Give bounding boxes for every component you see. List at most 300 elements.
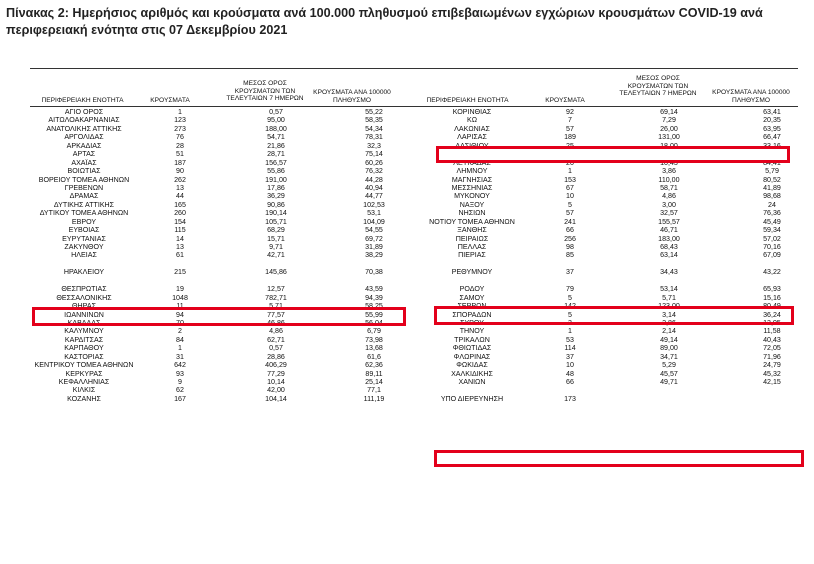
table-row bbox=[30, 294, 418, 302]
avg7-cell: 68,43 bbox=[660, 243, 678, 251]
region-cell: ΛΑΚΩΝΙΑΣ bbox=[454, 124, 490, 133]
region-cell: ΑΙΤΩΛΟΑΚΑΡΝΑΝΙΑΣ bbox=[48, 116, 120, 125]
cases-cell: 66 bbox=[566, 378, 574, 386]
avg7-cell: 2,86 bbox=[662, 318, 676, 327]
table-row bbox=[418, 218, 814, 226]
cases-cell: 2 bbox=[178, 327, 182, 336]
avg7-cell: 10,43 bbox=[660, 158, 678, 167]
avg7-cell: 49,71 bbox=[660, 378, 678, 386]
avg7-cell: 17,86 bbox=[267, 183, 285, 192]
highlight-box-lasithiou bbox=[436, 146, 790, 163]
cases-cell bbox=[526, 260, 614, 268]
table-row bbox=[418, 361, 814, 369]
table-row bbox=[30, 159, 418, 167]
cases-cell: 53 bbox=[566, 335, 574, 344]
table-row bbox=[30, 386, 418, 394]
region-cell: ΑΡΓΟΛΙΔΑΣ bbox=[64, 133, 104, 142]
cases-cell: 256 bbox=[564, 234, 576, 243]
table-row bbox=[30, 378, 418, 386]
cases-cell: 25 bbox=[566, 141, 574, 150]
avg7-cell: 183,00 bbox=[658, 234, 680, 243]
region-cell: ΑΡΤΑΣ bbox=[72, 150, 96, 159]
table-row bbox=[418, 167, 814, 175]
avg7-cell bbox=[222, 260, 330, 268]
table-row bbox=[30, 353, 418, 361]
region-cell: ΚΕΡΚΥΡΑΣ bbox=[65, 369, 103, 378]
region-cell: ΚΑΡΠΑΘΟΥ bbox=[64, 344, 104, 353]
avg7-cell bbox=[614, 260, 724, 268]
table-row bbox=[418, 336, 814, 344]
cases-cell: 154 bbox=[174, 217, 186, 226]
table-row bbox=[30, 209, 418, 217]
avg7-cell: 77,57 bbox=[267, 310, 285, 319]
region-cell: ΖΑΚΥΝΘΟΥ bbox=[64, 243, 104, 251]
region-cell: ΕΥΡΥΤΑΝΙΑΣ bbox=[62, 234, 106, 243]
per100k-cell: 11,58 bbox=[763, 327, 781, 336]
region-cell: ΛΑΡΙΣΑΣ bbox=[457, 133, 487, 142]
table-row bbox=[418, 386, 814, 394]
per100k-cell: 76,32 bbox=[365, 167, 383, 176]
cases-cell: 5 bbox=[568, 293, 572, 302]
table-row bbox=[30, 235, 418, 243]
region-cell: ΚΙΛΚΙΣ bbox=[72, 386, 96, 395]
region-cell: ΒΟΙΩΤΙΑΣ bbox=[67, 167, 101, 176]
table-row bbox=[30, 370, 418, 378]
avg7-cell: 77,29 bbox=[267, 369, 285, 378]
avg7-cell bbox=[222, 277, 330, 285]
per100k-cell: 60,26 bbox=[365, 158, 383, 167]
avg7-cell: 10,14 bbox=[267, 378, 285, 386]
region-cell: ΚΟΡΙΝΘΙΑΣ bbox=[452, 108, 492, 116]
table-row bbox=[418, 285, 814, 293]
per100k-cell: 80,49 bbox=[763, 302, 781, 311]
cases-cell: 5 bbox=[568, 310, 572, 319]
cases-cell: 70 bbox=[176, 318, 184, 327]
cases-cell: 10 bbox=[566, 361, 574, 370]
per100k-cell: 65,93 bbox=[763, 285, 781, 294]
region-cell: ΤΗΝΟΥ bbox=[459, 327, 485, 336]
table-row bbox=[30, 176, 418, 184]
per100k-cell: 58,25 bbox=[365, 302, 383, 311]
table-row bbox=[418, 125, 814, 133]
table-row bbox=[418, 268, 814, 276]
avg7-cell: 145,86 bbox=[265, 268, 287, 277]
cases-cell: 11 bbox=[176, 302, 184, 311]
region-cell: ΑΝΑΤΟΛΙΚΗΣ ΑΤΤΙΚΗΣ bbox=[46, 124, 122, 133]
per100k-cell: 43,22 bbox=[763, 268, 781, 277]
per100k-cell: 55,99 bbox=[365, 310, 383, 319]
table-row bbox=[418, 184, 814, 192]
cases-cell: 215 bbox=[174, 268, 186, 277]
cases-cell bbox=[138, 277, 222, 285]
region-cell: ΑΧΑΪΑΣ bbox=[71, 158, 97, 167]
table-row bbox=[30, 167, 418, 175]
avg7-cell: 105,71 bbox=[265, 217, 287, 226]
cases-cell: 1 bbox=[178, 344, 182, 353]
avg7-cell: 2,14 bbox=[662, 327, 676, 336]
per100k-cell: 45,32 bbox=[763, 369, 781, 378]
cases-cell: 57 bbox=[566, 124, 574, 133]
region-cell: ΘΗΡΑΣ bbox=[72, 302, 96, 311]
region-cell: ΧΑΛΚΙΔΙΚΗΣ bbox=[451, 369, 493, 378]
avg7-cell: 782,71 bbox=[265, 293, 287, 302]
avg7-cell: 3,00 bbox=[662, 200, 676, 209]
table-row bbox=[418, 378, 814, 386]
table-row bbox=[30, 125, 418, 133]
region-cell: ΤΡΙΚΑΛΩΝ bbox=[454, 335, 490, 344]
table-row bbox=[418, 370, 814, 378]
avg7-cell: 26,00 bbox=[660, 124, 678, 133]
per100k-cell: 41,89 bbox=[763, 183, 781, 192]
cases-cell: 5 bbox=[568, 200, 572, 209]
right-header-avg7: ΜΕΣΟΣ ΟΡΟΣ ΚΡΟΥΣΜΑΤΩΝ ΤΩΝ ΤΕΛΕΥΤΑΙΩΝ 7 ΗΜΕΡΩΝ bbox=[619, 75, 697, 98]
cases-cell: 114 bbox=[564, 344, 576, 353]
avg7-cell bbox=[614, 395, 724, 403]
cases-cell bbox=[526, 277, 614, 285]
per100k-cell: 72,05 bbox=[763, 344, 781, 353]
table-row bbox=[418, 108, 814, 116]
avg7-cell: 69,14 bbox=[660, 108, 678, 116]
region-cell: ΔΥΤΙΚΟΥ ΤΟΜΕΑ ΑΘΗΝΩΝ bbox=[39, 209, 129, 218]
avg7-cell: 28,86 bbox=[267, 352, 285, 361]
right-header-per100k: ΚΡΟΥΣΜΑΤΑ ΑΝΑ 100000 ΠΛΗΘΥΣΜΟ bbox=[712, 89, 790, 104]
per100k-cell: 69,72 bbox=[365, 234, 383, 243]
per100k-cell: 15,16 bbox=[763, 293, 781, 302]
per100k-cell: 6,79 bbox=[367, 327, 381, 336]
per100k-cell: 36,24 bbox=[763, 310, 781, 319]
table-row bbox=[30, 192, 418, 200]
avg7-cell: 155,57 bbox=[658, 217, 680, 226]
cases-cell: 20 bbox=[566, 158, 574, 167]
table-row bbox=[418, 116, 814, 124]
table-title: Πίνακας 2: Ημερήσιος αριθμός και κρούσματα ανά 100.000 πληθυσμού επιβεβαιωμένων εγχώριων κρουσμάτων COVID-19 ανά περιφερειακή ενότητα στις 07 Δεκεμβρίου 2021 bbox=[6, 6, 763, 37]
cases-cell: 7 bbox=[568, 116, 572, 125]
avg7-cell: 68,29 bbox=[267, 226, 285, 235]
avg7-cell: 89,00 bbox=[660, 344, 678, 353]
avg7-cell: 156,57 bbox=[265, 158, 287, 167]
top-rule bbox=[30, 68, 798, 69]
avg7-cell: 104,14 bbox=[265, 394, 287, 403]
per100k-cell: 59,34 bbox=[763, 226, 781, 235]
avg7-cell: 58,71 bbox=[660, 183, 678, 192]
per100k-cell: 70,38 bbox=[365, 268, 383, 277]
cases-cell: 1 bbox=[568, 167, 572, 176]
cases-cell: 260 bbox=[174, 209, 186, 218]
region-cell: ΠΕΙΡΑΙΩΣ bbox=[455, 234, 489, 243]
avg7-cell: 42,71 bbox=[267, 251, 285, 260]
table-row bbox=[30, 142, 418, 150]
region-cell: ΘΕΣΣΑΛΟΝΙΚΗΣ bbox=[56, 293, 112, 302]
per100k-cell bbox=[724, 260, 814, 268]
per100k-cell: 80,52 bbox=[763, 175, 781, 184]
cases-cell: 167 bbox=[174, 394, 186, 403]
per100k-cell: 71,96 bbox=[763, 352, 781, 361]
table-row bbox=[30, 361, 418, 369]
avg7-cell: 3,86 bbox=[662, 167, 676, 176]
region-cell bbox=[30, 277, 138, 285]
avg7-cell: 34,71 bbox=[660, 352, 678, 361]
highlight-box-rethymnou bbox=[434, 306, 794, 325]
table-row bbox=[30, 277, 418, 285]
cases-cell: 62 bbox=[176, 386, 184, 395]
region-cell: ΥΠΟ ΔΙΕΡΕΥΝΗΣΗ bbox=[440, 394, 504, 403]
cases-cell: 165 bbox=[174, 200, 186, 209]
table-row bbox=[30, 226, 418, 234]
cases-cell: 85 bbox=[566, 251, 574, 260]
cases-cell: 98 bbox=[566, 243, 574, 251]
table-row bbox=[30, 268, 418, 276]
per100k-cell: 45,49 bbox=[763, 217, 781, 226]
per100k-cell: 84,41 bbox=[763, 158, 781, 167]
table-row bbox=[418, 277, 814, 285]
per100k-cell: 76,36 bbox=[763, 209, 781, 218]
avg7-cell bbox=[614, 386, 724, 394]
region-cell: ΝΑΞΟΥ bbox=[459, 200, 485, 209]
region-cell: ΞΑΝΘΗΣ bbox=[457, 226, 487, 235]
avg7-cell: 62,71 bbox=[267, 335, 285, 344]
table-row bbox=[30, 218, 418, 226]
table-row bbox=[418, 353, 814, 361]
per100k-cell: 13,68 bbox=[365, 344, 383, 353]
avg7-cell: 54,71 bbox=[267, 133, 285, 142]
cases-cell: 13 bbox=[176, 243, 184, 251]
avg7-cell: 123,00 bbox=[658, 302, 680, 311]
per100k-cell: 63,95 bbox=[763, 124, 781, 133]
avg7-cell: 90,86 bbox=[267, 200, 285, 209]
region-cell: ΝΟΤΙΟΥ ΤΟΜΕΑ ΑΘΗΝΩΝ bbox=[429, 217, 515, 226]
region-cell: ΡΕΘΥΜΝΟΥ bbox=[451, 268, 493, 277]
per100k-cell: 13,95 bbox=[763, 318, 781, 327]
cases-cell: 9 bbox=[178, 378, 182, 386]
region-cell: ΛΕΥΚΑΔΑΣ bbox=[453, 158, 491, 167]
table-row bbox=[30, 133, 418, 141]
cases-cell: 13 bbox=[176, 183, 184, 192]
table-row bbox=[30, 150, 418, 158]
cases-cell: 3 bbox=[568, 318, 572, 327]
per100k-cell: 56,04 bbox=[365, 318, 383, 327]
per100k-cell: 42,15 bbox=[763, 378, 781, 386]
avg7-cell: 406,29 bbox=[265, 361, 287, 370]
avg7-cell: 110,00 bbox=[658, 175, 680, 184]
table-row bbox=[30, 336, 418, 344]
region-cell: ΕΥΒΟΙΑΣ bbox=[68, 226, 100, 235]
per100k-cell: 24 bbox=[768, 200, 776, 209]
region-cell: ΕΒΡΟΥ bbox=[71, 217, 97, 226]
cases-cell: 76 bbox=[176, 133, 184, 142]
left-table-body bbox=[30, 108, 418, 403]
per100k-cell: 43,59 bbox=[365, 285, 383, 294]
table-row bbox=[418, 209, 814, 217]
avg7-cell: 7,29 bbox=[662, 116, 676, 125]
per100k-cell: 24,79 bbox=[763, 361, 781, 370]
region-cell bbox=[418, 260, 526, 268]
per100k-cell: 32,3 bbox=[367, 141, 381, 150]
per100k-cell: 53,1 bbox=[367, 209, 381, 218]
avg7-cell: 0,57 bbox=[269, 108, 283, 116]
cases-cell: 57 bbox=[566, 209, 574, 218]
per100k-cell: 54,34 bbox=[365, 124, 383, 133]
avg7-cell: 12,57 bbox=[267, 285, 285, 294]
avg7-cell: 34,43 bbox=[660, 268, 678, 277]
region-cell: ΜΥΚΟΝΟΥ bbox=[454, 192, 490, 201]
per100k-cell: 40,94 bbox=[365, 183, 383, 192]
per100k-cell: 102,53 bbox=[363, 200, 385, 209]
cases-cell: 31 bbox=[176, 352, 184, 361]
per100k-cell: 31,89 bbox=[365, 243, 383, 251]
per100k-cell: 98,68 bbox=[763, 192, 781, 201]
region-cell: ΦΘΙΩΤΙΔΑΣ bbox=[452, 344, 492, 353]
per100k-cell: 5,79 bbox=[765, 167, 779, 176]
avg7-cell: 55,86 bbox=[267, 167, 285, 176]
table-row bbox=[418, 327, 814, 335]
avg7-cell: 9,71 bbox=[269, 243, 283, 251]
per100k-cell: 57,02 bbox=[763, 234, 781, 243]
avg7-cell: 49,14 bbox=[660, 335, 678, 344]
cases-cell: 94 bbox=[176, 310, 184, 319]
table-row bbox=[30, 260, 418, 268]
cases-cell: 51 bbox=[176, 150, 184, 159]
avg7-cell: 4,86 bbox=[269, 327, 283, 336]
per100k-cell bbox=[330, 260, 418, 268]
region-cell: ΠΙΕΡΙΑΣ bbox=[458, 251, 486, 260]
per100k-cell bbox=[330, 277, 418, 285]
table-row bbox=[418, 235, 814, 243]
region-cell: ΚΩ bbox=[466, 116, 478, 125]
cases-cell: 84 bbox=[176, 335, 184, 344]
per100k-cell: 54,55 bbox=[365, 226, 383, 235]
cases-cell: 115 bbox=[174, 226, 186, 235]
per100k-cell: 94,39 bbox=[365, 293, 383, 302]
per100k-cell: 55,22 bbox=[365, 108, 383, 116]
cases-cell: 93 bbox=[176, 369, 184, 378]
cases-cell: 142 bbox=[564, 302, 576, 311]
cases-cell: 66 bbox=[566, 226, 574, 235]
left-header-region: ΠΕΡΙΦΕΡΕΙΑΚΗ ΕΝΟΤΗΤΑ bbox=[41, 97, 124, 104]
per100k-cell bbox=[724, 395, 814, 403]
avg7-cell: 46,71 bbox=[660, 226, 678, 235]
region-cell: ΑΡΚΑΔΙΑΣ bbox=[66, 141, 102, 150]
per100k-cell: 75,14 bbox=[365, 150, 383, 159]
table-row bbox=[418, 201, 814, 209]
region-cell: ΚΑΡΔΙΤΣΑΣ bbox=[64, 335, 104, 344]
cases-cell: 19 bbox=[176, 285, 184, 294]
per100k-cell bbox=[724, 386, 814, 394]
cases-cell: 79 bbox=[566, 285, 574, 294]
region-cell: ΣΠΟΡΑΔΩΝ bbox=[452, 310, 492, 319]
table-row bbox=[418, 226, 814, 234]
per100k-cell: 33,16 bbox=[763, 141, 781, 150]
table-row bbox=[30, 251, 418, 259]
cases-cell: 92 bbox=[566, 108, 574, 116]
cases-cell: 1 bbox=[568, 327, 572, 336]
avg7-cell: 46,86 bbox=[267, 318, 285, 327]
region-cell: ΚΑΣΤΟΡΙΑΣ bbox=[64, 352, 104, 361]
per100k-cell: 89,11 bbox=[365, 369, 383, 378]
cases-cell: 187 bbox=[174, 158, 186, 167]
cases-cell: 262 bbox=[174, 175, 186, 184]
region-cell: ΝΗΣΙΩΝ bbox=[458, 209, 486, 218]
region-cell: ΘΕΣΠΡΩΤΙΑΣ bbox=[61, 285, 107, 294]
avg7-cell: 15,71 bbox=[267, 234, 285, 243]
avg7-cell: 188,00 bbox=[265, 124, 287, 133]
header-rule bbox=[30, 106, 798, 107]
region-cell: ΚΟΖΑΝΗΣ bbox=[67, 394, 101, 403]
cases-cell: 28 bbox=[176, 141, 184, 150]
avg7-cell: 45,57 bbox=[660, 369, 678, 378]
avg7-cell: 5,71 bbox=[662, 293, 676, 302]
region-cell: ΚΕΦΑΛΛΗΝΙΑΣ bbox=[58, 378, 110, 386]
highlight-box-chanion bbox=[434, 450, 804, 467]
per100k-cell: 78,31 bbox=[365, 133, 383, 142]
region-cell: ΔΡΑΜΑΣ bbox=[69, 192, 99, 201]
right-header-region: ΠΕΡΙΦΕΡΕΙΑΚΗ ΕΝΟΤΗΤΑ bbox=[426, 97, 509, 104]
per100k-cell: 104,09 bbox=[363, 217, 385, 226]
table-row bbox=[30, 395, 418, 403]
per100k-cell: 44,28 bbox=[365, 175, 383, 184]
avg7-cell: 4,86 bbox=[662, 192, 676, 201]
per100k-cell bbox=[724, 277, 814, 285]
table-row bbox=[418, 251, 814, 259]
table-row bbox=[418, 395, 814, 403]
avg7-cell: 18,00 bbox=[660, 141, 678, 150]
cases-cell: 173 bbox=[564, 394, 576, 403]
cases-cell: 123 bbox=[174, 116, 186, 125]
per100k-cell: 111,19 bbox=[363, 394, 385, 403]
left-header-per100k: ΚΡΟΥΣΜΑΤΑ ΑΝΑ 100000 ΠΛΗΘΥΣΜΟ bbox=[313, 89, 391, 104]
table-row bbox=[30, 285, 418, 293]
avg7-cell: 131,00 bbox=[658, 133, 680, 142]
cases-cell: 61 bbox=[176, 251, 184, 260]
region-cell: ΗΛΕΙΑΣ bbox=[71, 251, 97, 260]
region-cell: ΛΑΣΙΘΙΟΥ bbox=[455, 141, 489, 150]
table-row bbox=[418, 133, 814, 141]
cases-cell: 44 bbox=[176, 192, 184, 201]
region-cell: ΦΩΚΙΔΑΣ bbox=[456, 361, 488, 370]
cases-cell: 67 bbox=[566, 183, 574, 192]
avg7-cell: 32,57 bbox=[660, 209, 678, 218]
region-cell: ΚΑΛΥΜΝΟΥ bbox=[64, 327, 104, 336]
avg7-cell: 3,14 bbox=[662, 310, 676, 319]
per100k-cell: 61,6 bbox=[367, 352, 381, 361]
avg7-cell: 190,14 bbox=[265, 209, 287, 218]
region-cell: ΦΛΩΡΙΝΑΣ bbox=[453, 352, 491, 361]
per100k-cell: 67,09 bbox=[763, 251, 781, 260]
table-row bbox=[30, 243, 418, 251]
region-cell: ΣΑΜΟΥ bbox=[459, 293, 485, 302]
per100k-cell: 62,36 bbox=[365, 361, 383, 370]
region-cell: ΧΑΝΙΩΝ bbox=[458, 378, 486, 386]
cases-cell: 10 bbox=[566, 192, 574, 201]
avg7-cell: 42,00 bbox=[267, 386, 285, 395]
avg7-cell: 63,14 bbox=[660, 251, 678, 260]
avg7-cell: 95,00 bbox=[267, 116, 285, 125]
region-cell: ΓΡΕΒΕΝΩΝ bbox=[64, 183, 104, 192]
highlight-box-irakleiou bbox=[32, 307, 406, 326]
region-cell: ΜΑΓΝΗΣΙΑΣ bbox=[451, 175, 493, 184]
cases-cell: 48 bbox=[566, 369, 574, 378]
avg7-cell: 21,86 bbox=[267, 141, 285, 150]
per100k-cell: 77,1 bbox=[367, 386, 381, 395]
table-row bbox=[418, 260, 814, 268]
region-cell: ΠΕΛΛΑΣ bbox=[457, 243, 487, 251]
cases-cell: 241 bbox=[564, 217, 576, 226]
region-cell: ΣΕΡΡΩΝ bbox=[457, 302, 487, 311]
avg7-cell bbox=[614, 277, 724, 285]
per100k-cell: 40,43 bbox=[763, 335, 781, 344]
cases-cell: 37 bbox=[566, 352, 574, 361]
avg7-cell: 191,00 bbox=[265, 175, 287, 184]
per100k-cell: 66,47 bbox=[763, 133, 781, 142]
